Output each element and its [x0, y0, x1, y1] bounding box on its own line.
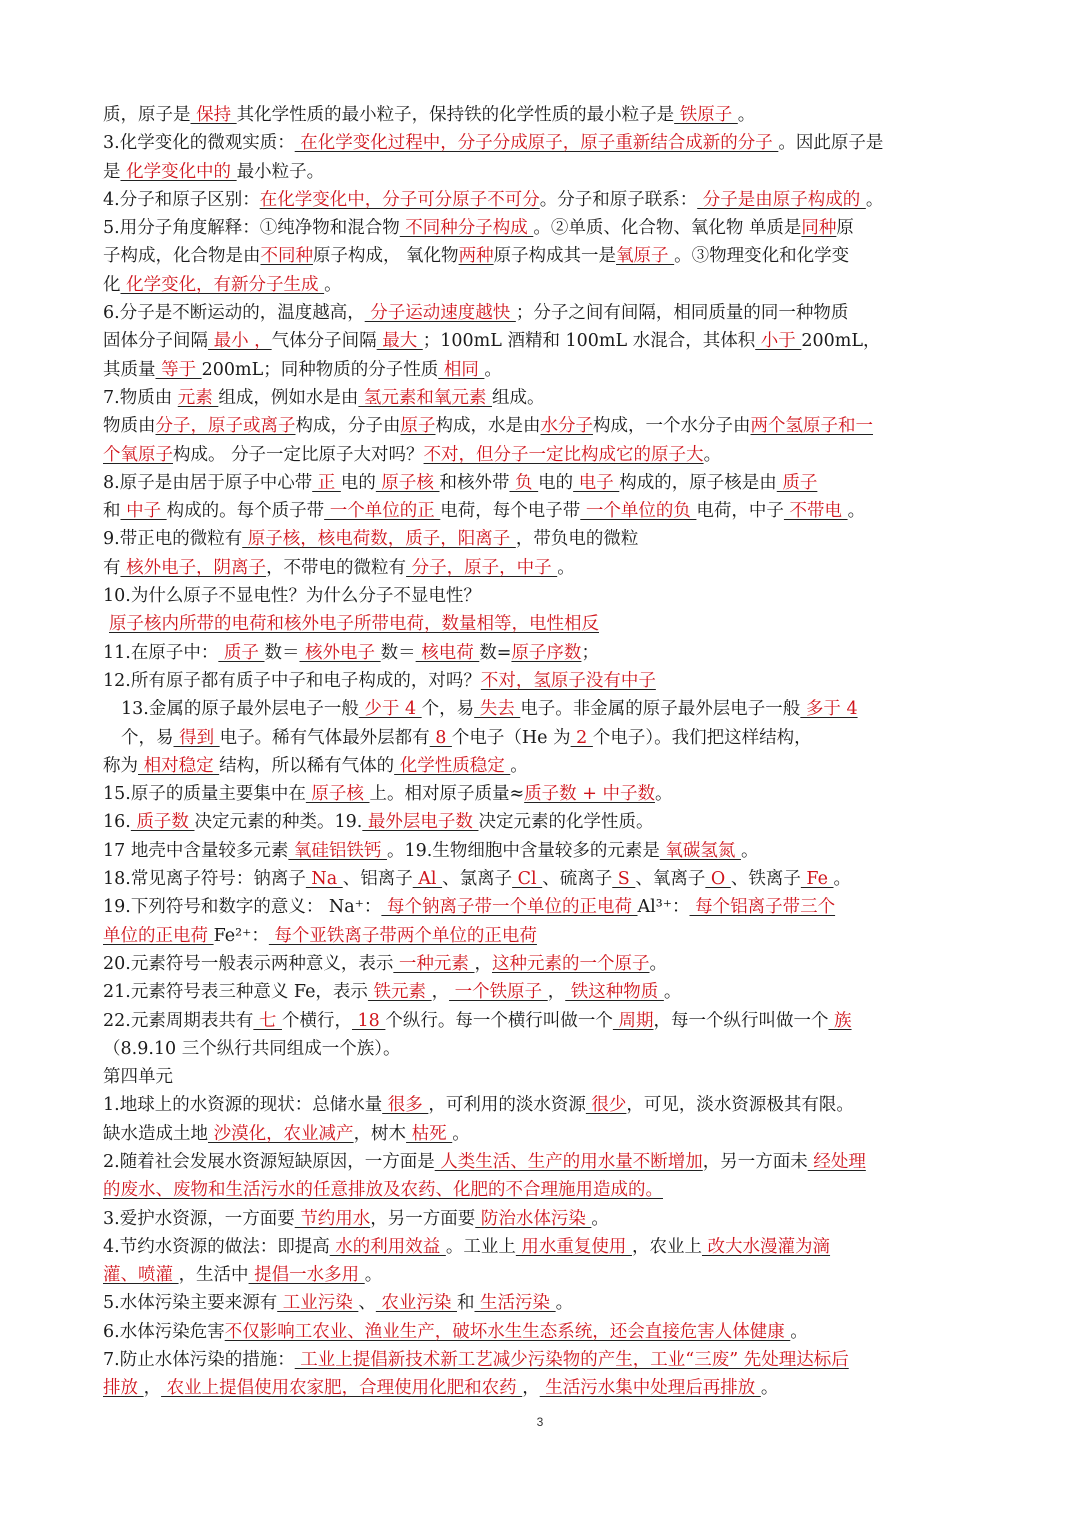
question-text: ，: [474, 953, 492, 974]
text-line: [103, 922, 948, 950]
question-text: 原: [836, 218, 854, 239]
question-text: 第四单元: [103, 1067, 173, 1088]
question-text: 组成，例如水是由: [218, 387, 359, 408]
question-text: 和: [103, 501, 121, 522]
question-text: 2.随着社会发展水资源短缺原因，一方面是: [103, 1151, 435, 1172]
text-line: [103, 497, 948, 525]
answer-text: 原子核，核电荷数，质子，阳离子: [242, 529, 516, 550]
answer-text: 同种: [801, 218, 837, 239]
answer-text: 原子序数: [511, 642, 582, 663]
question-text: 物质由: [103, 416, 156, 437]
text-line: [103, 1176, 948, 1204]
text-line: [103, 724, 948, 752]
answer-text: 最外层电子数: [362, 812, 479, 833]
answer-text: 族: [828, 1010, 852, 1031]
question-text: 个横行，: [281, 1010, 352, 1031]
question-text: 、铝离子: [342, 869, 413, 890]
text-line: [103, 950, 948, 978]
question-text: 是: [103, 161, 121, 182]
text-line: [103, 186, 948, 214]
answer-text: 不对，但分子一定比构成它的原子大: [423, 444, 704, 465]
answer-text: 节约用水: [294, 1208, 371, 1229]
answer-text: 提倡一水多用: [248, 1265, 365, 1286]
answer-text: 铁原子: [674, 105, 738, 125]
text-line: [103, 1289, 948, 1317]
question-text: 。: [555, 1293, 574, 1314]
question-text: 固体分子间隔: [103, 331, 208, 352]
answer-text: 相同: [438, 359, 485, 380]
question-text: 4.分子和原子区别：: [103, 189, 260, 210]
answer-text: 不带电: [783, 501, 848, 522]
question-text: 电的: [340, 472, 376, 493]
question-text: 个电子）。我们把这样结构，: [592, 727, 812, 748]
text-line: [103, 214, 948, 242]
text-line: [103, 158, 948, 186]
question-text: 。: [484, 359, 502, 380]
text-line: [103, 412, 948, 440]
answer-text: 分子，原子，中子: [406, 557, 558, 578]
question-text: 。因此原子是: [778, 133, 884, 154]
question-text: 9.带正电的微粒有: [103, 529, 243, 550]
text-line: [103, 1374, 948, 1402]
text-line: [103, 1091, 948, 1119]
question-text: 。: [452, 1123, 470, 1144]
question-text: 18.常见离子符号：钠离子: [103, 869, 306, 890]
text-line: [103, 356, 948, 384]
answer-text: 生活污染: [474, 1293, 556, 1314]
answer-text: 防治水体污染: [475, 1208, 592, 1229]
question-text: 4.节约水资源的做法：即提高: [103, 1236, 330, 1257]
question-text: 。: [663, 982, 682, 1003]
text-line: [103, 1261, 948, 1289]
question-text: 6.分子是不断运动的，温度越高，: [103, 303, 365, 324]
answer-text: 核电荷: [415, 642, 480, 663]
question-text: 气体分子间隔: [271, 331, 377, 352]
text-line: [103, 1007, 948, 1035]
answer-text: Cl: [512, 869, 543, 890]
answer-text: 沙漠化，农业减产: [208, 1123, 354, 1144]
answer-text: 氧碳氢氮: [659, 840, 741, 861]
question-text: 组成。: [491, 387, 545, 408]
answer-text: 很少: [585, 1095, 627, 1116]
answer-text: 两个氢原子和一: [750, 416, 873, 437]
question-text: 子构成，化合物是由: [103, 246, 261, 267]
answer-text: 多于 4: [800, 699, 858, 720]
answer-text: 得到: [173, 727, 220, 748]
answer-text: 电子: [573, 472, 620, 493]
question-text: 缺水造成土地: [103, 1123, 208, 1144]
question-text: 构成的，原子核是由: [619, 472, 777, 493]
answer-text: 氢元素和氧元素: [358, 387, 492, 408]
question-text: 、氯离子: [442, 869, 513, 890]
answer-text: O: [705, 869, 731, 890]
question-text: 10.为什么原子不显电性？为什么分子不显电性？: [103, 586, 481, 607]
question-text: 8.原子是由居于原子中心带: [103, 472, 313, 493]
text-line: [103, 978, 948, 1006]
answer-text: 很多: [382, 1095, 429, 1116]
question-text: 7.防止水体污染的措施：: [103, 1350, 295, 1371]
answer-text: 质子: [218, 642, 265, 663]
answer-text: 农业上提倡使用农家肥，合理使用化肥和农药: [161, 1378, 523, 1399]
answer-text: S: [612, 869, 636, 890]
question-text: 。: [649, 953, 667, 974]
answer-text: 少于 4: [358, 699, 422, 720]
answer-text: 核外电子，阴离子: [120, 557, 267, 578]
question-text: 22.元素周期表共有: [103, 1010, 254, 1031]
text-line: [103, 808, 948, 836]
question-text: 19.下列符号和数字的意义： Na⁺：: [103, 897, 382, 918]
answer-text: 分子是由原子构成的: [697, 189, 866, 210]
question-text: ；: [581, 642, 599, 663]
text-line: [103, 299, 948, 327]
answer-text: 灌、喷灌: [103, 1265, 179, 1286]
answer-text: 氧硅铝铁钙: [288, 840, 387, 861]
answer-text: 中子: [120, 501, 167, 522]
answer-text: 用水重复使用: [515, 1236, 632, 1257]
question-text: 。: [760, 1378, 779, 1399]
text-line: [103, 1233, 948, 1261]
question-text: 11.在原子中：: [103, 642, 219, 663]
answer-text: 农业污染: [375, 1293, 457, 1314]
answer-text: 经处理: [807, 1151, 866, 1172]
question-text: ，另一方面未: [702, 1151, 808, 1172]
question-text: 其质量: [103, 359, 156, 380]
question-text: 17 地壳中含量较多元素: [103, 840, 289, 861]
answer-text: 一个单位的负: [580, 501, 697, 522]
text-line: [103, 1318, 948, 1346]
question-text: 。②单质、化合物、氧化物 单质是: [533, 218, 802, 239]
text-line: [103, 837, 948, 865]
question-text: 。19.生物细胞中含量较多的元素是: [386, 840, 660, 861]
answer-text: 8: [429, 727, 452, 748]
answer-text: 原子核: [375, 472, 440, 493]
answer-text: 在化学变化过程中，分子分成原子，原子重新结合成新的分子: [294, 133, 779, 154]
question-text: 数＝: [380, 642, 416, 663]
question-text: 电子。非金属的原子最外层电子一般: [520, 699, 801, 720]
question-text: Fe²⁺：: [213, 925, 269, 946]
answer-text: Na: [305, 869, 343, 890]
answer-text: 氧原子: [616, 246, 675, 267]
answer-text: 最小 ，: [208, 331, 272, 352]
text-line: [103, 554, 948, 582]
question-text: 决定元素的化学性质。: [478, 812, 654, 833]
question-text: ，另一方面要: [370, 1208, 476, 1229]
answer-text: 分子运动速度越快: [364, 303, 516, 324]
question-text: Al³⁺：: [637, 897, 690, 918]
answer-text: 的废水、废物和生活污水的任意排放及农药、化肥的不合理施用造成的。: [103, 1180, 663, 1201]
question-text: 化: [103, 274, 121, 295]
answer-text: 不仅影响工农业、渔业生产，破坏水生生态系统，还会直接危害人体健康: [224, 1321, 791, 1342]
question-text: 原子构成其一是: [493, 246, 617, 267]
text-line: [103, 129, 948, 157]
question-text: 。: [740, 840, 759, 861]
answer-text: Al: [412, 869, 443, 890]
answer-text: 铁元素: [367, 982, 432, 1003]
answer-text: 在化学变化中，分子可分原子不可分: [259, 189, 540, 210]
text-line: [103, 469, 948, 497]
answer-text: 排放: [103, 1378, 144, 1399]
text-line: [103, 610, 948, 638]
question-text: ，树木: [353, 1123, 407, 1144]
answer-text: 枯死: [406, 1123, 453, 1144]
text-line: [103, 441, 948, 469]
question-text: 构成的。每个质子带: [166, 501, 325, 522]
question-text: 。: [847, 501, 866, 522]
question-text: 。: [654, 784, 673, 805]
text-line: [103, 525, 948, 553]
answer-text: 这种元素的一个原子: [491, 953, 650, 974]
question-text: 13.金属的原子最外层电子一般: [121, 699, 359, 720]
answer-text: 18: [351, 1010, 386, 1031]
answer-text: 水的利用效益: [329, 1236, 446, 1257]
answer-text: 保持: [190, 105, 237, 125]
answer-text: 不对，氢原子没有中子: [480, 670, 656, 691]
question-text: 。: [703, 444, 722, 465]
text-line: [103, 780, 948, 808]
answer-text: Fe: [800, 869, 834, 890]
question-text: ；分子之间有间隔，相同质量的同一种物质: [515, 303, 849, 324]
text-line: [103, 1120, 948, 1148]
question-text: 电的: [538, 472, 574, 493]
question-text: 数＝: [264, 642, 300, 663]
question-text: 和: [456, 1293, 475, 1314]
question-text: 。: [557, 557, 575, 578]
answer-text: 每个亚铁离子带两个单位的正电荷: [268, 925, 537, 946]
question-text: 。: [364, 1265, 383, 1286]
question-text: 构成，一个水分子由: [593, 416, 751, 437]
question-text: ，不带电的微粒有: [266, 557, 407, 578]
question-text: 称为: [103, 755, 138, 776]
question-text: ，生活中: [178, 1265, 249, 1286]
answer-text: 原子核: [305, 784, 370, 805]
question-text: ，可利用的淡水资源: [428, 1095, 586, 1116]
answer-text: 相对稳定: [138, 755, 220, 776]
answer-text: 正: [312, 472, 341, 493]
question-text: 电荷，每个电子带: [440, 501, 581, 522]
question-text: 结构，所以稀有气体的: [219, 755, 395, 776]
answer-text: 单位的正电荷: [103, 925, 214, 946]
answer-text: 工业污染: [277, 1293, 359, 1314]
text-line: [103, 1148, 948, 1176]
answer-text: 个氧原子: [103, 444, 173, 465]
answer-text: 最大: [376, 331, 423, 352]
question-text: 。③物理变化和化学变: [674, 246, 850, 267]
text-line: [103, 101, 948, 129]
question-text: ，: [431, 982, 450, 1003]
question-text: 。: [591, 1208, 609, 1229]
question-text: 3.爱护水资源，一方面要: [103, 1208, 295, 1229]
question-text: 最小粒子。: [236, 161, 325, 182]
question-text: 。工业上: [445, 1236, 516, 1257]
text-line: [103, 1346, 948, 1374]
question-text: ，每一个纵行叫做一个: [653, 1010, 829, 1031]
question-text: ；100mL 酒精和 100mL 水混合，其体积: [422, 331, 756, 352]
answer-text: 生活污水集中处理后再排放: [539, 1378, 761, 1399]
question-text: 有: [103, 557, 121, 578]
answer-text: 核外电子: [299, 642, 381, 663]
question-text: 。: [324, 274, 342, 295]
answer-text: 一种元素: [393, 953, 475, 974]
answer-text: 质子数: [130, 812, 195, 833]
answer-text: 两种: [458, 246, 494, 267]
question-text: 质，原子是: [103, 105, 191, 125]
question-text: 数=: [479, 642, 512, 663]
question-text: 个纵行。每一个横行叫做一个: [385, 1010, 613, 1031]
text-line: [103, 752, 948, 780]
text-line: [103, 327, 948, 355]
text-line: [103, 695, 948, 723]
text-line: [103, 865, 948, 893]
question-text: 5.水体污染主要来源有: [103, 1293, 278, 1314]
question-text: ，: [547, 982, 566, 1003]
question-text: 个，易: [421, 699, 475, 720]
text-line: [103, 242, 948, 270]
page-number: 3: [536, 1415, 544, 1429]
answer-text: 小于: [755, 331, 802, 352]
question-text: ，农业上: [631, 1236, 702, 1257]
text-line: [103, 667, 948, 695]
question-text: 、氧离子: [635, 869, 706, 890]
question-text: 构成，水是由: [435, 416, 541, 437]
question-text: 。: [510, 755, 528, 776]
question-text: 原子构成， 氧化物: [313, 246, 459, 267]
answer-text: 质子数 + 中子数: [524, 784, 655, 805]
text-line: [103, 1063, 948, 1091]
answer-text: 改大水漫灌为滴: [701, 1236, 831, 1257]
answer-text: 人类生活、生产的用水量不断增加: [434, 1151, 703, 1172]
question-text: ，: [143, 1378, 162, 1399]
question-text: 电荷，中子: [696, 501, 784, 522]
answer-text: 质子: [776, 472, 818, 493]
question-text: 。: [790, 1321, 808, 1342]
question-text: ，带负电的微粒: [515, 529, 639, 550]
question-text: 。: [865, 189, 884, 210]
question-text: ，可见，淡水资源极其有限。: [626, 1095, 854, 1116]
question-text: 20.元素符号一般表示两种意义，表示: [103, 953, 394, 974]
question-text: 12.所有原子都有质子中子和电子构成的，对吗？: [103, 670, 481, 691]
answer-text: 一个铁原子: [449, 982, 548, 1003]
answer-text: 失去: [474, 699, 521, 720]
question-text: 其化学性质的最小粒子，保持铁的化学性质的最小粒子是: [236, 105, 675, 125]
question-text: （8.9.10 三个纵行共同组成一个族）。: [103, 1038, 401, 1059]
question-text: 、硫离子: [542, 869, 613, 890]
question-text: 5.用分子角度解释：①纯净物和混合物: [103, 218, 400, 239]
answer-text: 分子，原子或离子: [155, 416, 296, 437]
answer-text: 负: [509, 472, 539, 493]
question-text: 7.物质由: [103, 387, 178, 408]
answer-text: 化学性质稳定: [394, 755, 511, 776]
question-text: ，: [522, 1378, 540, 1399]
answer-text: 不同种: [260, 246, 313, 267]
answer-text: 化学变化中的: [120, 161, 237, 182]
question-text: 200mL，: [801, 331, 881, 352]
text-line: [103, 893, 948, 921]
answer-text: 每个钠离子带一个单位的正电荷: [381, 897, 638, 918]
question-text: 。: [737, 105, 756, 125]
question-text: 个电子（He 为: [451, 727, 571, 748]
question-text: 200mL；同种物质的分子性质: [201, 359, 439, 380]
answer-text: 七: [253, 1010, 282, 1031]
answer-text: 化学变化，有新分子生成: [120, 274, 325, 295]
question-text: 16.: [103, 812, 131, 833]
document-body: [103, 101, 948, 1403]
answer-text: 铁这种物质: [565, 982, 664, 1003]
question-text: 和核外带: [439, 472, 510, 493]
text-line: [103, 639, 948, 667]
answer-text: 原子核内所带的电荷和核外电子所带电荷，数量相等，电性相反: [109, 614, 599, 635]
text-line: [103, 1205, 948, 1233]
answer-text: 元素: [177, 387, 219, 408]
answer-text: 一个单位的正: [324, 501, 441, 522]
question-text: 电子。稀有气体最外层都有: [219, 727, 430, 748]
question-text: 构成。 分子一定比原子大对吗？: [173, 444, 424, 465]
question-text: 、: [358, 1293, 376, 1314]
answer-text: 工业上提倡新技术新工艺减少污染物的产生，工业“三废” 先处理达标后: [294, 1350, 849, 1371]
text-line: [103, 271, 948, 299]
question-text: 、铁离子: [730, 869, 801, 890]
answer-text: 2: [570, 727, 593, 748]
question-text: 21.元素符号表三种意义 Fe，表示: [103, 982, 368, 1003]
text-line: [103, 582, 948, 610]
question-text: 6.水体污染危害: [103, 1321, 225, 1342]
text-line: [103, 1035, 948, 1063]
answer-text: 等于: [155, 359, 202, 380]
answer-text: 每个铝离子带三个: [689, 897, 836, 918]
question-text: 决定元素的种类。19.: [194, 812, 363, 833]
question-text: 。分子和原子联系：: [539, 189, 698, 210]
question-text: 构成，分子由: [295, 416, 401, 437]
question-text: 。: [833, 869, 851, 890]
question-text: 3.化学变化的微观实质：: [103, 133, 295, 154]
answer-text: 不同种分子构成: [399, 218, 534, 239]
text-line: [103, 384, 948, 412]
question-text: 上。相对原子质量≈: [369, 784, 525, 805]
answer-text: 原子: [400, 416, 436, 437]
question-text: 15.原子的质量主要集中在: [103, 784, 306, 805]
question-text: 个，易: [121, 727, 174, 748]
question-text: 1.地球上的水资源的现状：总储水量: [103, 1095, 383, 1116]
answer-text: 水分子: [540, 416, 593, 437]
answer-text: 周期: [612, 1010, 654, 1031]
